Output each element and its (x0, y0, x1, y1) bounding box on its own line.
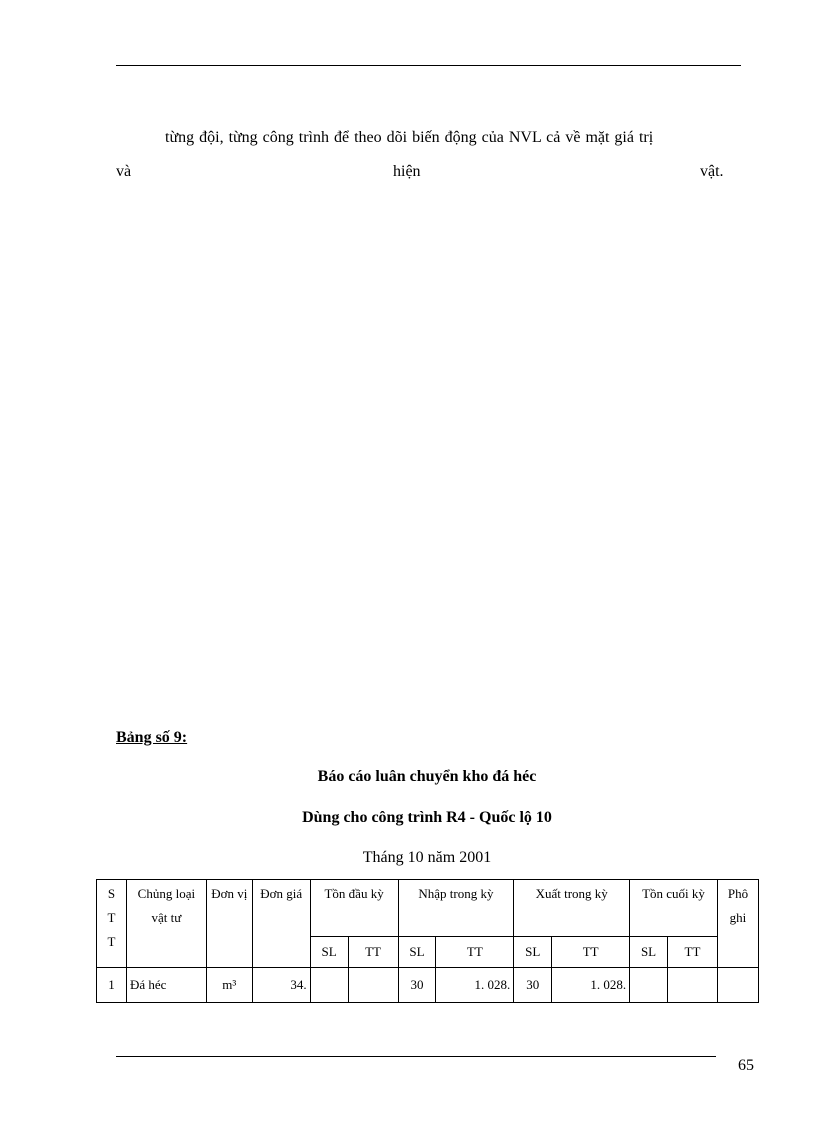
subheader-sl: SL (398, 937, 436, 968)
body-word-hien: hiện (393, 163, 421, 180)
body-word-vat: vật. (700, 163, 724, 180)
header-ton-dau-ky: Tồn đầu kỳ (310, 880, 398, 937)
header-nhap-trong-ky: Nhập trong kỳ (398, 880, 514, 937)
body-word-va: và (116, 163, 132, 180)
cell-name: Đá héc (126, 968, 206, 1003)
header-chung-loai: Chủng loại vật tư (126, 880, 206, 968)
table-header-row (97, 880, 759, 937)
cell-nhap-sl: 30 (398, 968, 436, 1003)
cell-ghi-chu (717, 968, 758, 1003)
header-ton-cuoi-ky: Tồn cuối kỳ (630, 880, 718, 937)
cell-ton-cuoi-sl (630, 968, 668, 1003)
header-phu-ghi: Phô ghi (717, 880, 758, 968)
cell-stt: 1 (97, 968, 127, 1003)
subheader-tt: TT (436, 937, 514, 968)
cell-unit: m³ (206, 968, 252, 1003)
table-row (97, 968, 759, 1003)
header-rule (116, 65, 741, 66)
subheader-sl: SL (514, 937, 552, 968)
subheader-tt: TT (348, 937, 398, 968)
report-period: Tháng 10 năm 2001 (362, 849, 492, 866)
report-subtitle: Dùng cho công trình R4 - Quốc lộ 10 (302, 809, 552, 826)
subheader-tt: TT (552, 937, 630, 968)
cell-xuat-tt: 1. 028. (552, 968, 630, 1003)
cell-ton-cuoi-tt (668, 968, 718, 1003)
footer-rule (116, 1056, 716, 1057)
header-stt: S T T (97, 880, 127, 968)
table-caption: Bảng số 9: (116, 729, 188, 746)
header-xuat-trong-ky: Xuất trong kỳ (514, 880, 630, 937)
subheader-tt: TT (668, 937, 718, 968)
cell-ton-dau-tt (348, 968, 398, 1003)
body-text-line-1: từng đội, từng công trình để theo dõi biến động của NVL cả về mặt giá trị (165, 129, 654, 146)
inventory-report-table (96, 879, 759, 1003)
subheader-sl: SL (630, 937, 668, 968)
subheader-sl: SL (310, 937, 348, 968)
cell-ton-dau-sl (310, 968, 348, 1003)
cell-xuat-sl: 30 (514, 968, 552, 1003)
cell-nhap-tt: 1. 028. (436, 968, 514, 1003)
report-title: Báo cáo luân chuyển kho đá héc (317, 768, 537, 785)
header-don-vi: Đơn vị (206, 880, 252, 968)
header-don-gia: Đơn giá (252, 880, 310, 968)
page-number: 65 (738, 1057, 754, 1074)
cell-price: 34. (252, 968, 310, 1003)
